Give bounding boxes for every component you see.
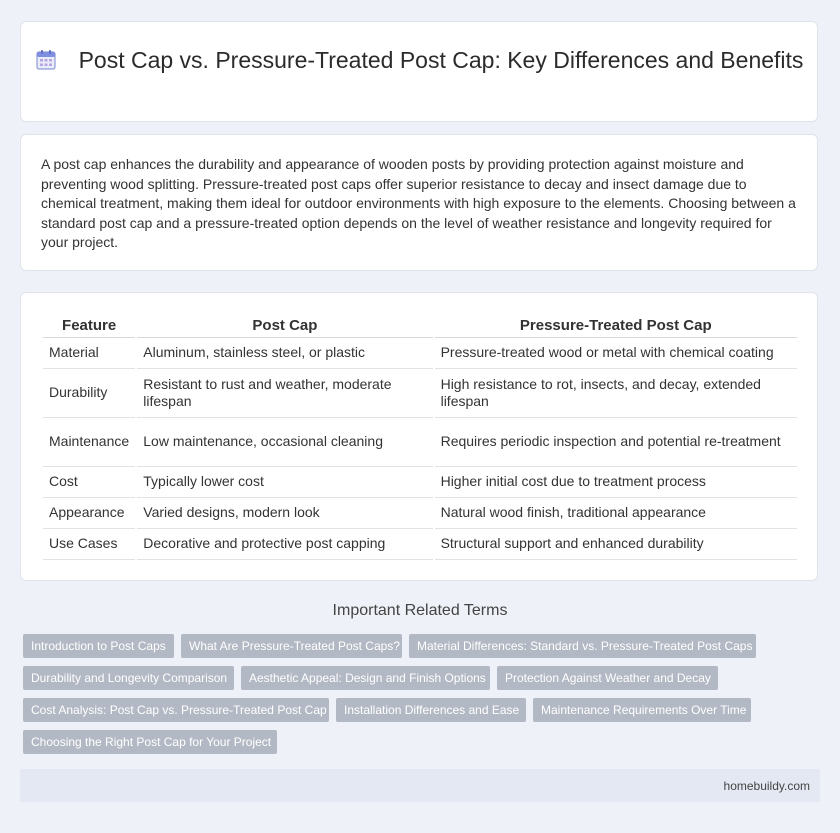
table-cell: Natural wood finish, traditional appearance [435, 498, 797, 529]
table-cell: Pressure-treated wood or metal with chemical coating [435, 338, 797, 369]
table-row [43, 369, 797, 418]
related-tag[interactable]: Cost Analysis: Post Cap vs. Pressure-Treated Post Cap [23, 698, 329, 722]
page-title-text: Post Cap vs. Pressure-Treated Post Cap: Key Differences and Benefits [78, 47, 804, 73]
table-row [43, 529, 797, 560]
table-row [43, 338, 797, 369]
table-cell: Higher initial cost due to treatment process [435, 467, 797, 498]
table-row [43, 418, 797, 467]
table-cell: Resistant to rust and weather, moderate lifespan [137, 369, 432, 418]
header-post-cap: Post Cap [137, 313, 432, 338]
table-cell: Typically lower cost [137, 467, 432, 498]
related-tag[interactable]: Maintenance Requirements Over Time [533, 698, 751, 722]
footer [20, 769, 820, 802]
page-title [21, 22, 817, 78]
table-cell: Varied designs, modern look [137, 498, 432, 529]
header-card [20, 21, 818, 122]
table-cell: Durability [43, 369, 135, 418]
intro-paragraph: A post cap enhances the durability and appearance of wooden posts by providing protection against moisture and preventing wood splitting. Pressure-treated post caps offer superior resistance to decay and insect damage due to chemical treatment, making them ideal for outdoor environments with high exposure to the elements. Choosing between a standard post cap and a pressure-treated option depends on the level of weather resistance and longevity required for your project. [41, 156, 796, 250]
table-cell: Use Cases [43, 529, 135, 560]
comparison-table [41, 313, 799, 560]
table-cell: Cost [43, 467, 135, 498]
calendar-icon [35, 49, 57, 78]
related-tag[interactable]: Aesthetic Appeal: Design and Finish Options [241, 666, 490, 690]
table-header-row [43, 313, 797, 338]
footer-site-link[interactable]: homebuildy.com [723, 779, 810, 793]
table-row [43, 498, 797, 529]
table-cell: Appearance [43, 498, 135, 529]
table-cell: Low maintenance, occasional cleaning [137, 418, 432, 467]
table-cell: High resistance to rot, insects, and decay, extended lifespan [435, 369, 797, 418]
header-feature: Feature [43, 313, 135, 338]
intro-card [20, 134, 818, 271]
table-row [43, 467, 797, 498]
related-tag[interactable]: Installation Differences and Ease [336, 698, 526, 722]
table-cell: Requires periodic inspection and potential re-treatment [435, 418, 797, 467]
related-tag[interactable]: Protection Against Weather and Decay [497, 666, 718, 690]
related-tag[interactable]: Introduction to Post Caps [23, 634, 174, 658]
related-tag[interactable]: Choosing the Right Post Cap for Your Project [23, 730, 277, 754]
table-cell: Decorative and protective post capping [137, 529, 432, 560]
table-cell: Material [43, 338, 135, 369]
related-tag[interactable]: Material Differences: Standard vs. Pressure-Treated Post Caps [409, 634, 756, 658]
table-cell: Maintenance [43, 418, 135, 467]
related-tag[interactable]: What Are Pressure-Treated Post Caps? [181, 634, 402, 658]
table-cell: Structural support and enhanced durability [435, 529, 797, 560]
related-tag[interactable]: Durability and Longevity Comparison [23, 666, 234, 690]
header-pressure-treated: Pressure-Treated Post Cap [435, 313, 797, 338]
related-terms-title: Important Related Terms [332, 602, 508, 619]
table-cell: Aluminum, stainless steel, or plastic [137, 338, 432, 369]
comparison-card [20, 292, 818, 581]
